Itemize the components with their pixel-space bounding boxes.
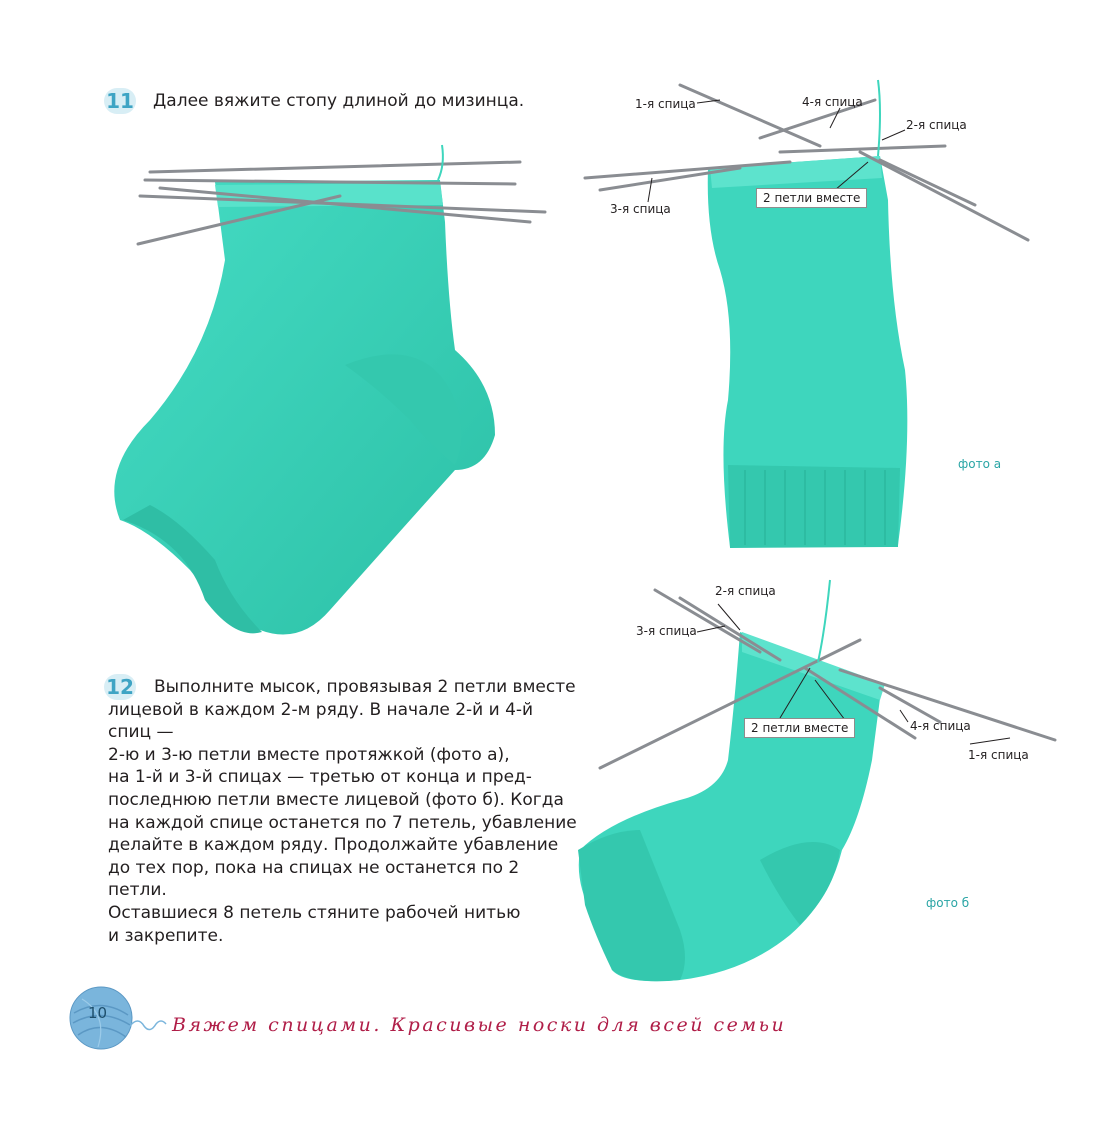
photo-a-label-two-loops: 2 петли вместе (756, 188, 867, 208)
photo-a-label-needle-2: 2-я спица (906, 118, 967, 132)
photo-a-label-needle-4: 4-я спица (802, 95, 863, 109)
page-number: 10 (88, 1004, 108, 1022)
photo-b-caption: фото б (926, 896, 970, 910)
photo-b-label-two-loops: 2 петли вместе (744, 718, 855, 738)
step-12-line: делайте в каждом ряду. Продолжайте убавление (108, 835, 559, 856)
photo-a-label-needle-1: 1-я спица (635, 97, 696, 111)
step-12-text (108, 676, 578, 947)
step-12-line: на 1-й и 3-й спицах — третью от конца и пред- (108, 767, 532, 788)
photo-b-label-needle-1: 1-я спица (968, 748, 1029, 762)
photo-a-caption: фото а (958, 457, 1002, 471)
step-12-line: и закрепите. (108, 925, 224, 946)
step-12-line: Выполните мысок, провязывая 2 петли вместе (154, 677, 576, 697)
step-12-line: Оставшиеся 8 петель стяните рабочей нитью (108, 902, 521, 923)
step-12-line: лицевой в каждом 2-м ряду. В начале 2-й и 4-й спиц — (108, 699, 534, 743)
photo-b-label-needle-4: 4-я спица (910, 719, 971, 733)
photo-b-label-needle-3: 3-я спица (636, 624, 697, 638)
step-12-line: до тех пор, пока на спицах не останется по 2 петли. (108, 857, 520, 901)
photo-a-label-needle-3: 3-я спица (610, 202, 671, 216)
step-12-line: на каждой спице останется по 7 петель, убавление (108, 812, 577, 833)
step-number-badge: 11 (104, 88, 136, 114)
step-number-badge: 12 (104, 674, 136, 700)
photo-b-label-needle-2: 2-я спица (715, 584, 776, 598)
step-12-line: 2-ю и 3-ю петли вместе протяжкой (фото а), (108, 744, 510, 765)
step-12-line: последнюю петли вместе лицевой (фото б). Когда (108, 789, 564, 810)
book-title-footer: Вяжем спицами. Красивые носки для всей семьи (172, 1014, 787, 1036)
step-11-text: Далее вяжите стопу длиной до мизинца. (153, 91, 525, 111)
yarn-thread-icon (128, 1014, 168, 1034)
